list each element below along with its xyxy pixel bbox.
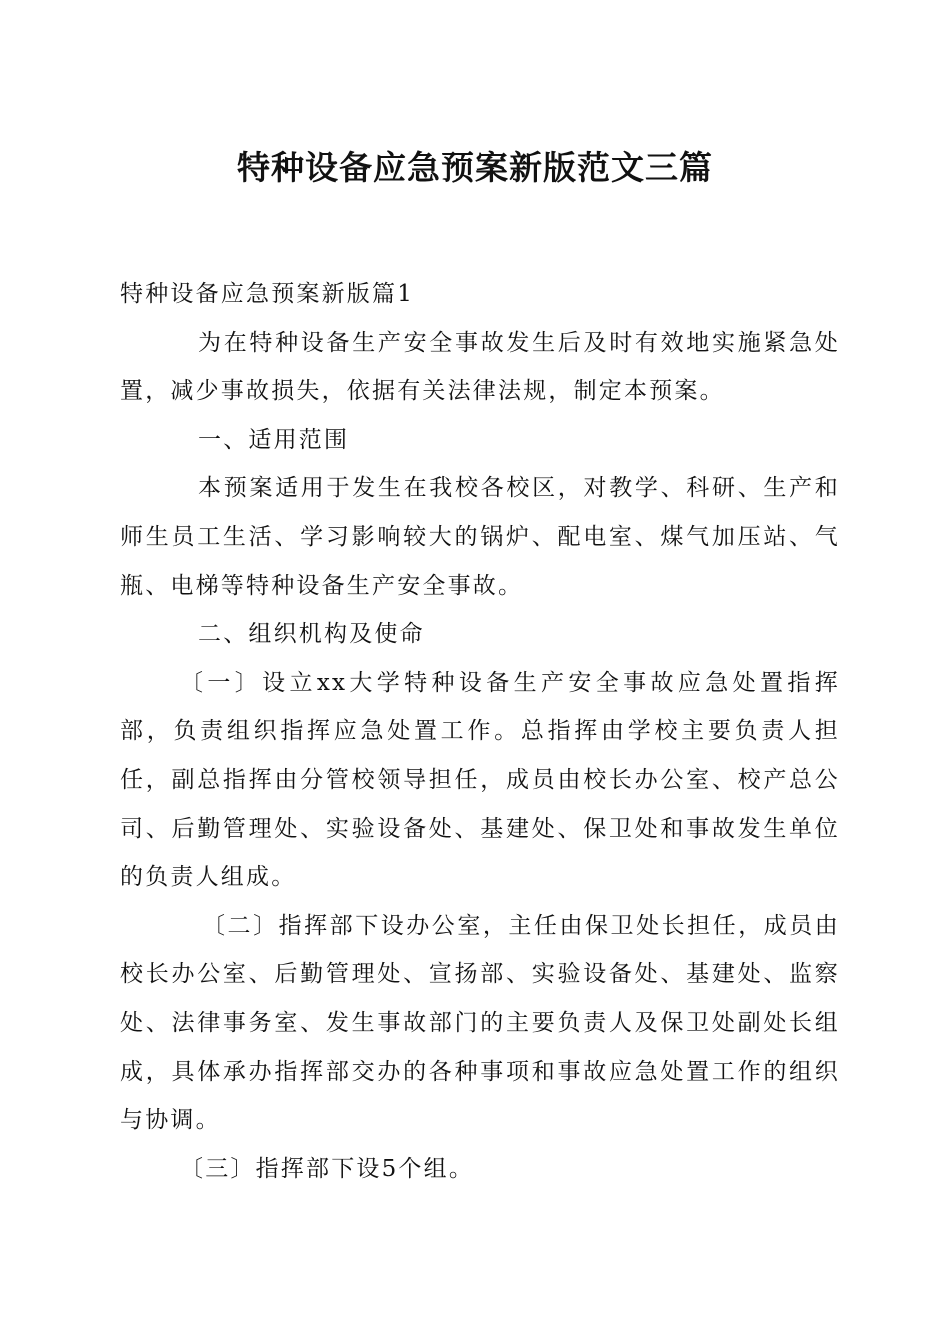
heading-organization: 二、组织机构及使命 <box>198 621 425 648</box>
paragraph-intro: 为在特种设备生产安全事故发生后及时有效地实施紧急处置，减少事故损失，依据有关法律法规，制定本预案。 <box>120 329 840 405</box>
paragraph-org-1: 〔一〕设立xx大学特种设备生产安全事故应急处置指挥部，负责组织指挥应急处置工作。总指挥由学校主要负责人担任，副总指挥由分管校领导担任，成员由校长办公室、校产总公司、后勤管理处、实验设备处、基建处、保卫处和事故发生单位的负责人组成。 <box>120 669 840 891</box>
document-body <box>120 270 840 1193</box>
paragraph-scope: 本预案适用于发生在我校各校区，对教学、科研、生产和师生员工生活、学习影响较大的锅炉、配电室、煤气加压站、气瓶、电梯等特种设备生产安全事故。 <box>120 475 840 599</box>
paragraph-org-2: 〔二〕指挥部下设办公室，主任由保卫处长担任，成员由校长办公室、后勤管理处、宣扬部、实验设备处、基建处、监察处、法律事务室、发生事故部门的主要负责人及保卫处副处长组成，具体承办指挥部交办的各种事项和事故应急处置工作的组织与协调。 <box>120 912 840 1134</box>
document-title: 特种设备应急预案新版范文三篇 <box>237 148 713 187</box>
heading-scope: 一、适用范围 <box>198 426 350 453</box>
section-heading: 特种设备应急预案新版篇1 <box>120 281 415 307</box>
paragraph-org-3: 〔三〕指挥部下设5个组。 <box>180 1155 475 1182</box>
